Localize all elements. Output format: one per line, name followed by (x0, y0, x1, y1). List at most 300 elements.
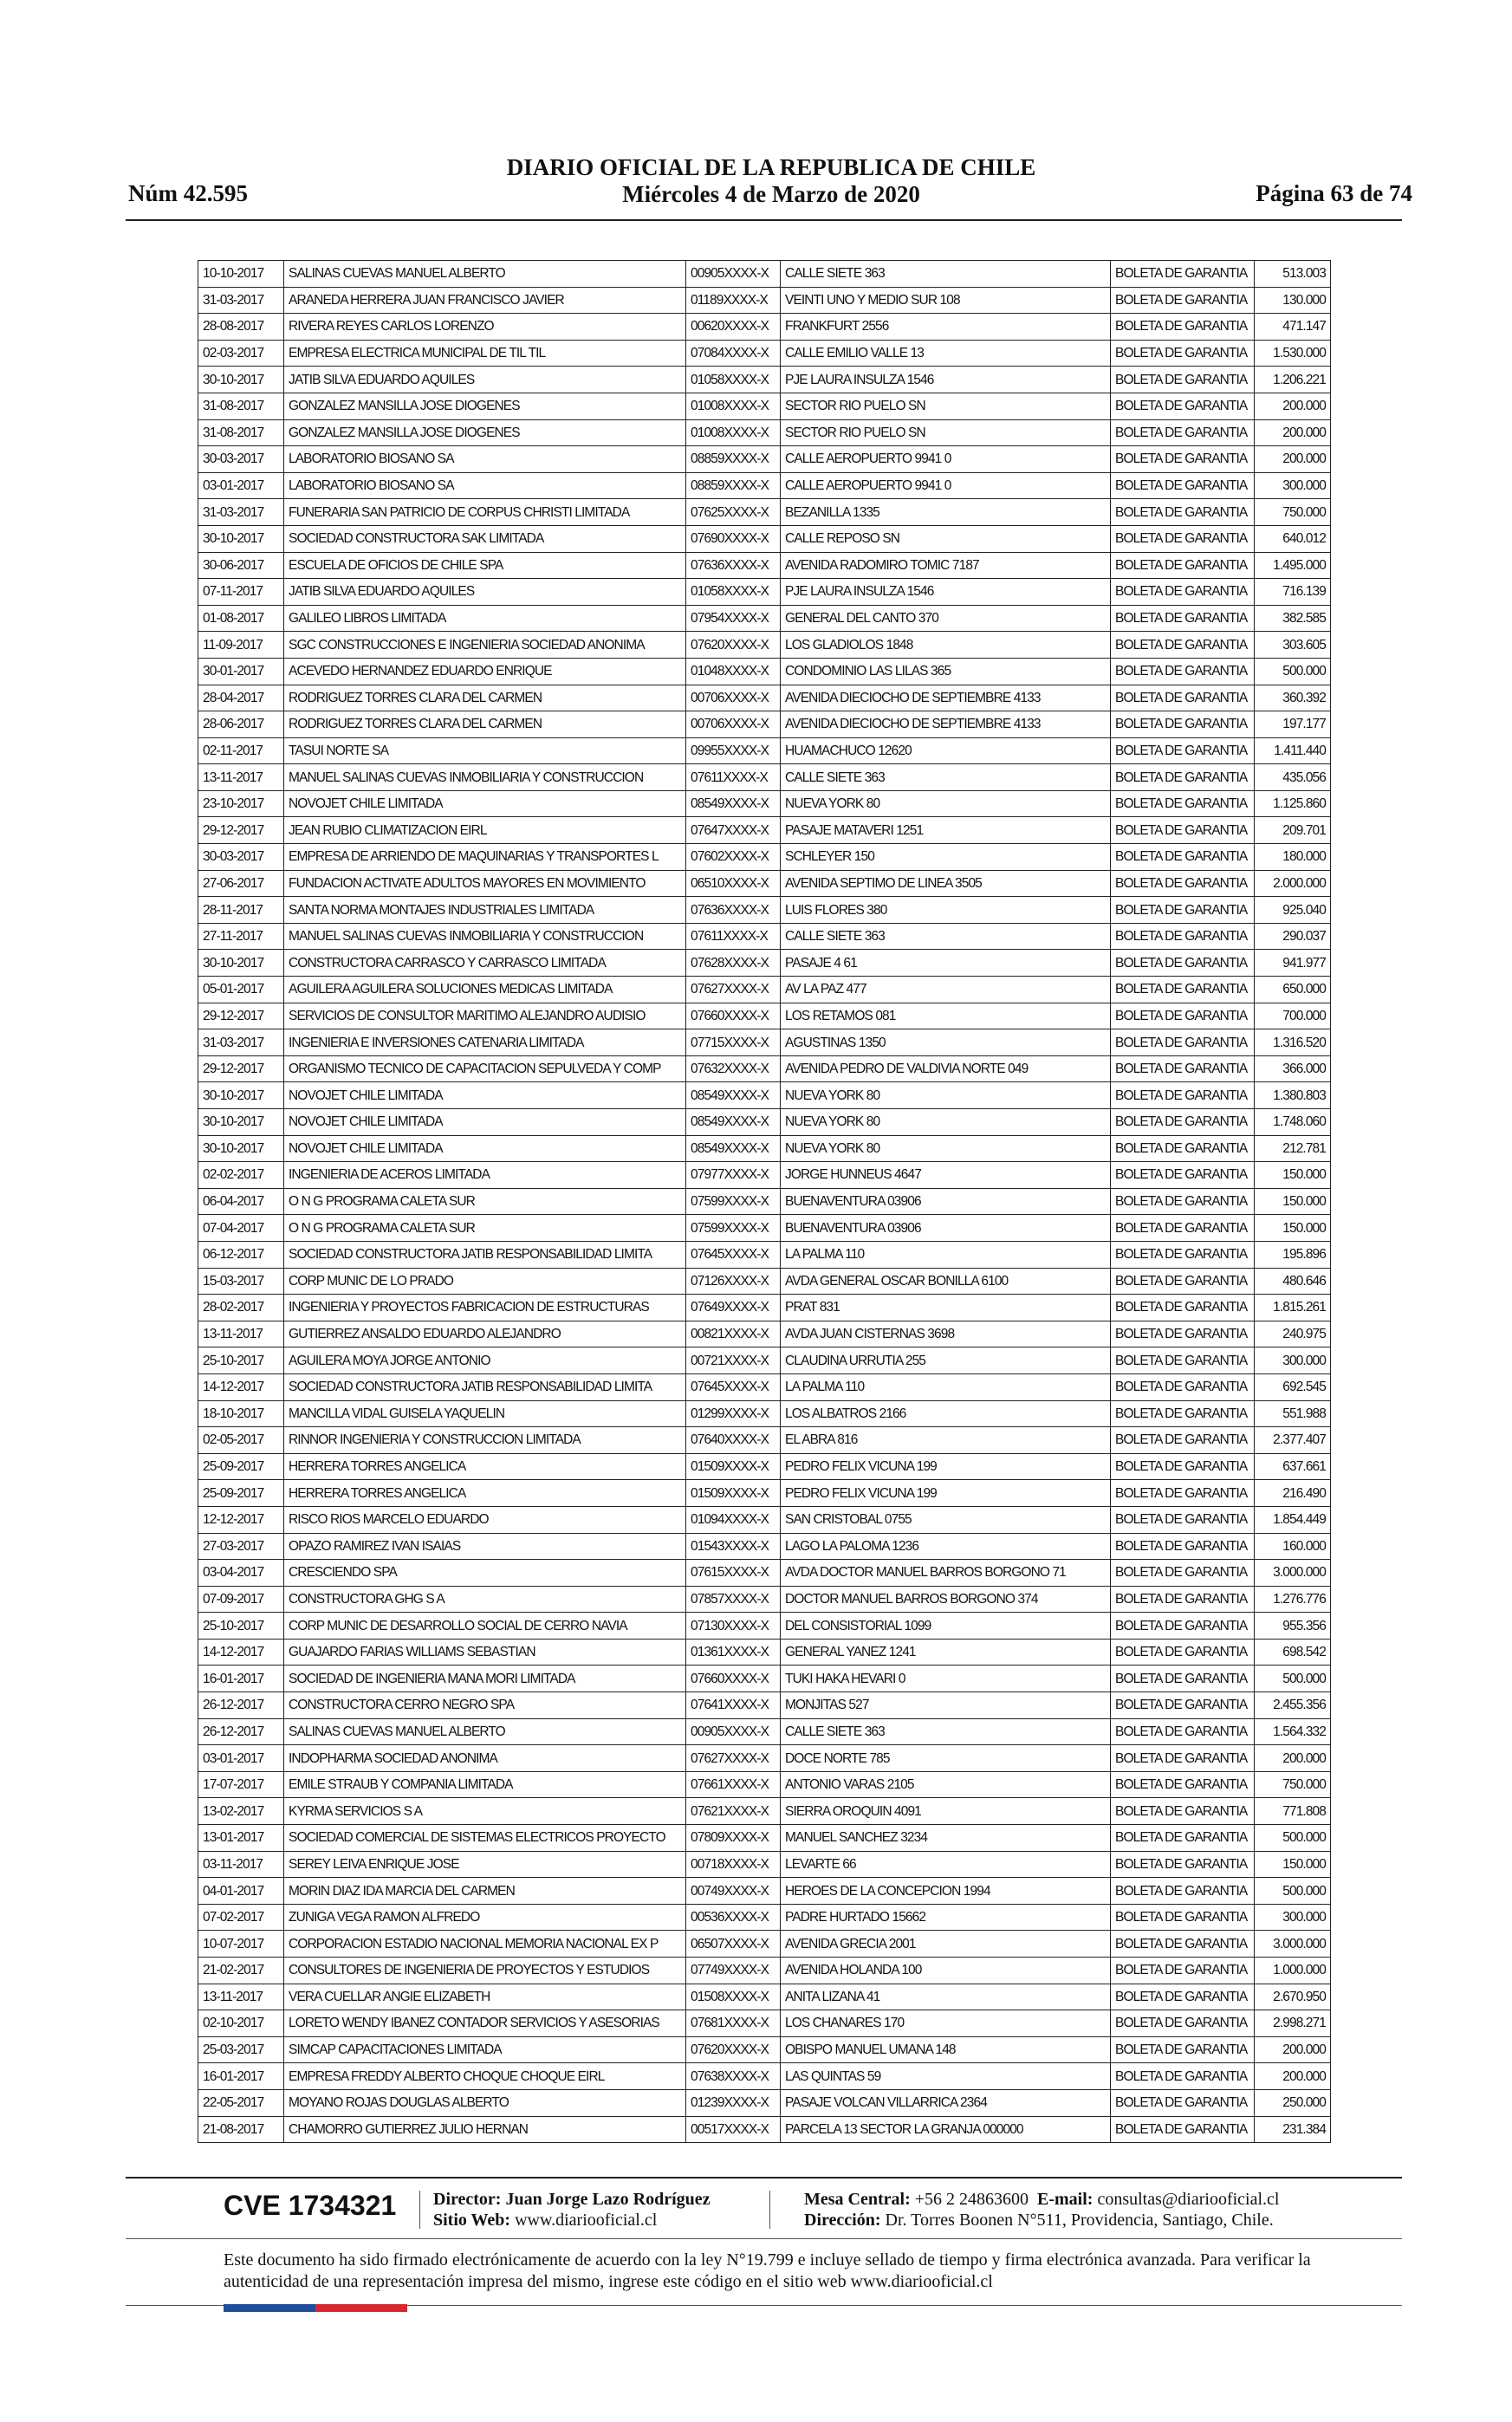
date-cell: 06-04-2017 (198, 1188, 284, 1215)
amount-cell: 300.000 (1255, 472, 1331, 499)
table-row (198, 1241, 1331, 1268)
table-row (198, 261, 1331, 288)
address-cell: DOCTOR MANUEL BARROS BORGONO 374 (781, 1586, 1111, 1613)
amount-cell: 480.646 (1255, 1268, 1331, 1295)
amount-cell: 1.748.060 (1255, 1109, 1331, 1136)
footer-separator (769, 2191, 770, 2229)
date-cell: 10-10-2017 (198, 261, 284, 288)
amount-cell: 1.815.261 (1255, 1295, 1331, 1321)
table-row (198, 419, 1331, 446)
rut-cell: 07660XXXX-X (686, 1666, 781, 1692)
date-cell: 03-01-2017 (198, 472, 284, 499)
name-cell: RISCO RIOS MARCELO EDUARDO (284, 1506, 686, 1533)
rut-cell: 07954XXXX-X (686, 605, 781, 632)
document-type-cell: BOLETA DE GARANTIA (1111, 1560, 1255, 1587)
document-type-cell: BOLETA DE GARANTIA (1111, 764, 1255, 791)
rut-cell: 08859XXXX-X (686, 446, 781, 473)
address-cell: PJE LAURA INSULZA 1546 (781, 579, 1111, 606)
amount-cell: 750.000 (1255, 1771, 1331, 1798)
table-row (198, 367, 1331, 393)
amount-cell: 231.384 (1255, 2116, 1331, 2143)
table-row (198, 552, 1331, 579)
name-cell: RODRIGUEZ TORRES CLARA DEL CARMEN (284, 685, 686, 711)
rut-cell: 07625XXXX-X (686, 499, 781, 526)
table-row (198, 472, 1331, 499)
document-type-cell: BOLETA DE GARANTIA (1111, 1215, 1255, 1242)
date-cell: 31-03-2017 (198, 287, 284, 314)
document-type-cell: BOLETA DE GARANTIA (1111, 711, 1255, 738)
document-type-cell: BOLETA DE GARANTIA (1111, 1480, 1255, 1507)
address-cell: AGUSTINAS 1350 (781, 1029, 1111, 1056)
document-type-cell: BOLETA DE GARANTIA (1111, 844, 1255, 871)
address-cell: LEVARTE 66 (781, 1851, 1111, 1878)
rut-cell: 01509XXXX-X (686, 1480, 781, 1507)
date-cell: 21-08-2017 (198, 2116, 284, 2143)
rut-cell: 00706XXXX-X (686, 685, 781, 711)
address-cell: LOS RETAMOS 081 (781, 1003, 1111, 1029)
amount-cell: 2.000.000 (1255, 870, 1331, 897)
amount-cell: 195.896 (1255, 1241, 1331, 1268)
name-cell: SEREY LEIVA ENRIQUE JOSE (284, 1851, 686, 1878)
table-row (198, 1533, 1331, 1560)
name-cell: GUTIERREZ ANSALDO EDUARDO ALEJANDRO (284, 1321, 686, 1347)
web-label: Sitio Web: (433, 2211, 511, 2230)
date-cell: 29-12-2017 (198, 1003, 284, 1029)
amount-cell: 382.585 (1255, 605, 1331, 632)
address-cell: LOS GLADIOLOS 1848 (781, 632, 1111, 659)
date-cell: 15-03-2017 (198, 1268, 284, 1295)
rut-cell: 01509XXXX-X (686, 1453, 781, 1480)
document-type-cell: BOLETA DE GARANTIA (1111, 2036, 1255, 2063)
address-cell: LAGO LA PALOMA 1236 (781, 1533, 1111, 1560)
amount-cell: 303.605 (1255, 632, 1331, 659)
rut-cell: 01299XXXX-X (686, 1400, 781, 1427)
address-cell: BEZANILLA 1335 (781, 499, 1111, 526)
document-type-cell: BOLETA DE GARANTIA (1111, 1400, 1255, 1427)
date-cell: 26-12-2017 (198, 1692, 284, 1719)
address-cell: SIERRA OROQUIN 4091 (781, 1798, 1111, 1825)
amount-cell: 1.495.000 (1255, 552, 1331, 579)
document-type-cell: BOLETA DE GARANTIA (1111, 2010, 1255, 2037)
address-cell: GENERAL YANEZ 1241 (781, 1639, 1111, 1666)
document-type-cell: BOLETA DE GARANTIA (1111, 525, 1255, 552)
document-type-cell: BOLETA DE GARANTIA (1111, 499, 1255, 526)
rut-cell: 07661XXXX-X (686, 1771, 781, 1798)
document-type-cell: BOLETA DE GARANTIA (1111, 632, 1255, 659)
date-cell: 13-11-2017 (198, 1321, 284, 1347)
flag-stripe (224, 2304, 407, 2312)
address-cell: SECTOR RIO PUELO SN (781, 393, 1111, 419)
address-cell: GENERAL DEL CANTO 370 (781, 605, 1111, 632)
date-cell: 30-06-2017 (198, 552, 284, 579)
rut-cell: 00620XXXX-X (686, 314, 781, 341)
name-cell: MORIN DIAZ IDA MARCIA DEL CARMEN (284, 1878, 686, 1905)
address-cell: PASAJE VOLCAN VILLARRICA 2364 (781, 2089, 1111, 2116)
amount-cell: 1.206.221 (1255, 367, 1331, 393)
header-divider (126, 219, 1402, 221)
amount-cell: 150.000 (1255, 1162, 1331, 1189)
table-row (198, 844, 1331, 871)
amount-cell: 637.661 (1255, 1453, 1331, 1480)
date-cell: 31-03-2017 (198, 1029, 284, 1056)
footer-divider-top (126, 2177, 1402, 2179)
date-cell: 25-03-2017 (198, 2036, 284, 2063)
address-cell: LUIS FLORES 380 (781, 897, 1111, 924)
date-cell: 07-02-2017 (198, 1904, 284, 1931)
rut-cell: 07628XXXX-X (686, 950, 781, 977)
date-cell: 13-02-2017 (198, 1798, 284, 1825)
amount-cell: 925.040 (1255, 897, 1331, 924)
rut-cell: 00821XXXX-X (686, 1321, 781, 1347)
name-cell: NOVOJET CHILE LIMITADA (284, 1135, 686, 1162)
date-cell: 25-09-2017 (198, 1480, 284, 1507)
document-type-cell: BOLETA DE GARANTIA (1111, 1586, 1255, 1613)
address-cell: NUEVA YORK 80 (781, 790, 1111, 817)
document-type-cell: BOLETA DE GARANTIA (1111, 340, 1255, 367)
name-cell: ARANEDA HERRERA JUAN FRANCISCO JAVIER (284, 287, 686, 314)
mesa-label: Mesa Central: (804, 2190, 911, 2209)
date-cell: 14-12-2017 (198, 1373, 284, 1400)
name-cell: MANCILLA VIDAL GUISELA YAQUELIN (284, 1400, 686, 1427)
address-cell: AVENIDA GRECIA 2001 (781, 1931, 1111, 1958)
table-row (198, 1215, 1331, 1242)
name-cell: VERA CUELLAR ANGIE ELIZABETH (284, 1984, 686, 2010)
date-cell: 02-10-2017 (198, 2010, 284, 2037)
document-type-cell: BOLETA DE GARANTIA (1111, 1692, 1255, 1719)
name-cell: ESCUELA DE OFICIOS DE CHILE SPA (284, 552, 686, 579)
date-cell: 28-06-2017 (198, 711, 284, 738)
page-indicator: Página 63 de 74 (1256, 180, 1412, 206)
address-cell: SCHLEYER 150 (781, 844, 1111, 871)
table-row (198, 314, 1331, 341)
table-row (198, 1639, 1331, 1666)
name-cell: NOVOJET CHILE LIMITADA (284, 1082, 686, 1109)
address-cell: HUAMACHUCO 12620 (781, 737, 1111, 764)
name-cell: INGENIERIA E INVERSIONES CATENARIA LIMITADA (284, 1029, 686, 1056)
amount-cell: 1.000.000 (1255, 1958, 1331, 1984)
table-row (198, 1427, 1331, 1454)
table-row (198, 340, 1331, 367)
document-type-cell: BOLETA DE GARANTIA (1111, 393, 1255, 419)
address-cell: LOS ALBATROS 2166 (781, 1400, 1111, 1427)
date-cell: 30-10-2017 (198, 525, 284, 552)
address-cell: DEL CONSISTORIAL 1099 (781, 1613, 1111, 1640)
amount-cell: 1.411.440 (1255, 737, 1331, 764)
table-row (198, 632, 1331, 659)
date-cell: 02-11-2017 (198, 737, 284, 764)
amount-cell: 366.000 (1255, 1055, 1331, 1082)
rut-cell: 01094XXXX-X (686, 1506, 781, 1533)
contact-info (804, 2189, 1279, 2230)
rut-cell: 07602XXXX-X (686, 844, 781, 871)
table-row (198, 1851, 1331, 1878)
amount-cell: 716.139 (1255, 579, 1331, 606)
table-row (198, 1506, 1331, 1533)
date-cell: 16-01-2017 (198, 2063, 284, 2090)
name-cell: AGUILERA AGUILERA SOLUCIONES MEDICAS LIMITADA (284, 977, 686, 1003)
document-type-cell: BOLETA DE GARANTIA (1111, 1135, 1255, 1162)
document-type-cell: BOLETA DE GARANTIA (1111, 923, 1255, 950)
document-type-cell: BOLETA DE GARANTIA (1111, 419, 1255, 446)
rut-cell: 07611XXXX-X (686, 923, 781, 950)
name-cell: GALILEO LIBROS LIMITADA (284, 605, 686, 632)
rut-cell: 07627XXXX-X (686, 977, 781, 1003)
footer-divider-middle (126, 2238, 1402, 2239)
name-cell: MANUEL SALINAS CUEVAS INMOBILIARIA Y CONSTRUCCION (284, 923, 686, 950)
email-link[interactable]: consultas@diariooficial.cl (1097, 2190, 1280, 2209)
amount-cell: 200.000 (1255, 419, 1331, 446)
amount-cell: 200.000 (1255, 1745, 1331, 1772)
amount-cell: 150.000 (1255, 1851, 1331, 1878)
address-cell: AVDA JUAN CISTERNAS 3698 (781, 1321, 1111, 1347)
flag-stripe-red (315, 2304, 407, 2312)
table-row (198, 1825, 1331, 1852)
amount-cell: 692.545 (1255, 1373, 1331, 1400)
name-cell: MANUEL SALINAS CUEVAS INMOBILIARIA Y CONSTRUCCION (284, 764, 686, 791)
document-type-cell: BOLETA DE GARANTIA (1111, 1533, 1255, 1560)
name-cell: SOCIEDAD CONSTRUCTORA JATIB RESPONSABILIDAD LIMITA (284, 1241, 686, 1268)
address-cell: AVENIDA DIECIOCHO DE SEPTIEMBRE 4133 (781, 711, 1111, 738)
document-type-cell: BOLETA DE GARANTIA (1111, 2116, 1255, 2143)
rut-cell: 00517XXXX-X (686, 2116, 781, 2143)
document-type-cell: BOLETA DE GARANTIA (1111, 1188, 1255, 1215)
address-cell: AVDA DOCTOR MANUEL BARROS BORGONO 71 (781, 1560, 1111, 1587)
rut-cell: 07636XXXX-X (686, 897, 781, 924)
date-cell: 25-09-2017 (198, 1453, 284, 1480)
date-cell: 31-08-2017 (198, 393, 284, 419)
amount-cell: 698.542 (1255, 1639, 1331, 1666)
document-type-cell: BOLETA DE GARANTIA (1111, 1268, 1255, 1295)
amount-cell: 200.000 (1255, 2063, 1331, 2090)
address-cell: AVENIDA HOLANDA 100 (781, 1958, 1111, 1984)
name-cell: GONZALEZ MANSILLA JOSE DIOGENES (284, 419, 686, 446)
address-cell: VEINTI UNO Y MEDIO SUR 108 (781, 287, 1111, 314)
address-cell: PRAT 831 (781, 1295, 1111, 1321)
amount-cell: 200.000 (1255, 2036, 1331, 2063)
document-type-cell: BOLETA DE GARANTIA (1111, 1453, 1255, 1480)
amount-cell: 1.125.860 (1255, 790, 1331, 817)
rut-cell: 00721XXXX-X (686, 1347, 781, 1374)
rut-cell: 07645XXXX-X (686, 1241, 781, 1268)
date-cell: 27-03-2017 (198, 1533, 284, 1560)
rut-cell: 07641XXXX-X (686, 1692, 781, 1719)
rut-cell: 07084XXXX-X (686, 340, 781, 367)
name-cell: HERRERA TORRES ANGELICA (284, 1480, 686, 1507)
name-cell: CONSTRUCTORA CARRASCO Y CARRASCO LIMITADA (284, 950, 686, 977)
amount-cell: 1.564.332 (1255, 1718, 1331, 1745)
web-link[interactable]: www.diariooficial.cl (515, 2211, 658, 2230)
rut-cell: 07681XXXX-X (686, 2010, 781, 2037)
name-cell: SOCIEDAD DE INGENIERIA MANA MORI LIMITADA (284, 1666, 686, 1692)
table-row (198, 2116, 1331, 2143)
name-cell: FUNDACION ACTIVATE ADULTOS MAYORES EN MOVIMIENTO (284, 870, 686, 897)
amount-cell: 300.000 (1255, 1904, 1331, 1931)
address-cell: HEROES DE LA CONCEPCION 1994 (781, 1878, 1111, 1905)
amount-cell: 130.000 (1255, 287, 1331, 314)
amount-cell: 551.988 (1255, 1400, 1331, 1427)
address-cell: MONJITAS 527 (781, 1692, 1111, 1719)
rut-cell: 01543XXXX-X (686, 1533, 781, 1560)
address-cell: LA PALMA 110 (781, 1241, 1111, 1268)
amount-cell: 212.781 (1255, 1135, 1331, 1162)
name-cell: FUNERARIA SAN PATRICIO DE CORPUS CHRISTI LIMITADA (284, 499, 686, 526)
rut-cell: 07660XXXX-X (686, 1003, 781, 1029)
address-cell: ANITA LIZANA 41 (781, 1984, 1111, 2010)
name-cell: ZUNIGA VEGA RAMON ALFREDO (284, 1904, 686, 1931)
rut-cell: 07715XXXX-X (686, 1029, 781, 1056)
rut-cell: 01189XXXX-X (686, 287, 781, 314)
table-row (198, 764, 1331, 791)
publication-date: Miércoles 4 de Marzo de 2020 (622, 181, 920, 207)
name-cell: SOCIEDAD CONSTRUCTORA SAK LIMITADA (284, 525, 686, 552)
amount-cell: 360.392 (1255, 685, 1331, 711)
amount-cell: 640.012 (1255, 525, 1331, 552)
table-row (198, 897, 1331, 924)
date-cell: 28-11-2017 (198, 897, 284, 924)
rut-cell: 07621XXXX-X (686, 1798, 781, 1825)
document-type-cell: BOLETA DE GARANTIA (1111, 1082, 1255, 1109)
amount-cell: 290.037 (1255, 923, 1331, 950)
name-cell: SANTA NORMA MONTAJES INDUSTRIALES LIMITADA (284, 897, 686, 924)
amount-cell: 197.177 (1255, 711, 1331, 738)
address-cell: NUEVA YORK 80 (781, 1082, 1111, 1109)
amount-cell: 300.000 (1255, 1347, 1331, 1374)
address-cell: DOCE NORTE 785 (781, 1745, 1111, 1772)
name-cell: AGUILERA MOYA JORGE ANTONIO (284, 1347, 686, 1374)
address-cell: CALLE SIETE 363 (781, 1718, 1111, 1745)
document-type-cell: BOLETA DE GARANTIA (1111, 1373, 1255, 1400)
document-type-cell: BOLETA DE GARANTIA (1111, 977, 1255, 1003)
rut-cell: 08549XXXX-X (686, 790, 781, 817)
document-type-cell: BOLETA DE GARANTIA (1111, 685, 1255, 711)
table-row (198, 1373, 1331, 1400)
table-row (198, 817, 1331, 844)
address-cell: CALLE REPOSO SN (781, 525, 1111, 552)
amount-cell: 3.000.000 (1255, 1931, 1331, 1958)
address-cell: OBISPO MANUEL UMANA 148 (781, 2036, 1111, 2063)
date-cell: 30-10-2017 (198, 367, 284, 393)
name-cell: CONSTRUCTORA CERRO NEGRO SPA (284, 1692, 686, 1719)
table-row (198, 1188, 1331, 1215)
table-row (198, 525, 1331, 552)
rut-cell: 08549XXXX-X (686, 1109, 781, 1136)
table-row (198, 1480, 1331, 1507)
name-cell: SALINAS CUEVAS MANUEL ALBERTO (284, 1718, 686, 1745)
address-cell: FRANKFURT 2556 (781, 314, 1111, 341)
name-cell: CORPORACION ESTADIO NACIONAL MEMORIA NACIONAL EX P (284, 1931, 686, 1958)
amount-cell: 160.000 (1255, 1533, 1331, 1560)
rut-cell: 07620XXXX-X (686, 2036, 781, 2063)
table-row (198, 579, 1331, 606)
rut-cell: 00749XXXX-X (686, 1878, 781, 1905)
name-cell: SGC CONSTRUCCIONES E INGENIERIA SOCIEDAD ANONIMA (284, 632, 686, 659)
date-cell: 13-11-2017 (198, 1984, 284, 2010)
rut-cell: 01048XXXX-X (686, 658, 781, 685)
name-cell: CORP MUNIC DE LO PRADO (284, 1268, 686, 1295)
amount-cell: 150.000 (1255, 1215, 1331, 1242)
address-cell: AVENIDA SEPTIMO DE LINEA 3505 (781, 870, 1111, 897)
rut-cell: 07640XXXX-X (686, 1427, 781, 1454)
date-cell: 21-02-2017 (198, 1958, 284, 1984)
address-cell: ANTONIO VARAS 2105 (781, 1771, 1111, 1798)
amount-cell: 180.000 (1255, 844, 1331, 871)
table-row (198, 977, 1331, 1003)
rut-cell: 00905XXXX-X (686, 261, 781, 288)
name-cell: INDOPHARMA SOCIEDAD ANONIMA (284, 1745, 686, 1772)
table-row (198, 923, 1331, 950)
amount-cell: 500.000 (1255, 1878, 1331, 1905)
document-type-cell: BOLETA DE GARANTIA (1111, 446, 1255, 473)
table-row (198, 2010, 1331, 2037)
table-row (198, 1109, 1331, 1136)
date-cell: 02-02-2017 (198, 1162, 284, 1189)
address-cell: AVENIDA DIECIOCHO DE SEPTIEMBRE 4133 (781, 685, 1111, 711)
rut-cell: 08549XXXX-X (686, 1135, 781, 1162)
table-row (198, 2089, 1331, 2116)
amount-cell: 240.975 (1255, 1321, 1331, 1347)
rut-cell: 07632XXXX-X (686, 1055, 781, 1082)
name-cell: RIVERA REYES CARLOS LORENZO (284, 314, 686, 341)
rut-cell: 08859XXXX-X (686, 472, 781, 499)
document-type-cell: BOLETA DE GARANTIA (1111, 1878, 1255, 1905)
table-row (198, 1718, 1331, 1745)
document-type-cell: BOLETA DE GARANTIA (1111, 1798, 1255, 1825)
name-cell: HERRERA TORRES ANGELICA (284, 1453, 686, 1480)
name-cell: RODRIGUEZ TORRES CLARA DEL CARMEN (284, 711, 686, 738)
address-value: Dr. Torres Boonen N°511, Providencia, Santiago, Chile. (885, 2211, 1274, 2230)
table-row (198, 499, 1331, 526)
amount-cell: 941.977 (1255, 950, 1331, 977)
document-type-cell: BOLETA DE GARANTIA (1111, 261, 1255, 288)
document-type-cell: BOLETA DE GARANTIA (1111, 552, 1255, 579)
address-cell: EL ABRA 816 (781, 1427, 1111, 1454)
date-cell: 07-04-2017 (198, 1215, 284, 1242)
address-cell: CALLE SIETE 363 (781, 923, 1111, 950)
name-cell: LABORATORIO BIOSANO SA (284, 472, 686, 499)
amount-cell: 3.000.000 (1255, 1560, 1331, 1587)
rut-cell: 00905XXXX-X (686, 1718, 781, 1745)
amount-cell: 250.000 (1255, 2089, 1331, 2116)
document-type-cell: BOLETA DE GARANTIA (1111, 314, 1255, 341)
date-cell: 13-11-2017 (198, 764, 284, 791)
date-cell: 02-03-2017 (198, 340, 284, 367)
date-cell: 03-11-2017 (198, 1851, 284, 1878)
document-type-cell: BOLETA DE GARANTIA (1111, 817, 1255, 844)
document-type-cell: BOLETA DE GARANTIA (1111, 1745, 1255, 1772)
document-type-cell: BOLETA DE GARANTIA (1111, 1295, 1255, 1321)
document-type-cell: BOLETA DE GARANTIA (1111, 287, 1255, 314)
date-cell: 26-12-2017 (198, 1718, 284, 1745)
amount-cell: 700.000 (1255, 1003, 1331, 1029)
name-cell: EMILE STRAUB Y COMPANIA LIMITADA (284, 1771, 686, 1798)
address-cell: PEDRO FELIX VICUNA 199 (781, 1480, 1111, 1507)
publication-header (485, 154, 1057, 208)
director-name: Juan Jorge Lazo Rodríguez (505, 2190, 711, 2209)
table-row (198, 1931, 1331, 1958)
address-cell: BUENAVENTURA 03906 (781, 1215, 1111, 1242)
document-type-cell: BOLETA DE GARANTIA (1111, 950, 1255, 977)
table-row (198, 1003, 1331, 1029)
guarantee-table-body (198, 261, 1331, 2143)
date-cell: 10-07-2017 (198, 1931, 284, 1958)
date-cell: 06-12-2017 (198, 1241, 284, 1268)
document-type-cell: BOLETA DE GARANTIA (1111, 579, 1255, 606)
rut-cell: 01239XXXX-X (686, 2089, 781, 2116)
amount-cell: 1.530.000 (1255, 340, 1331, 367)
address-cell: CONDOMINIO LAS LILAS 365 (781, 658, 1111, 685)
name-cell: EMPRESA DE ARRIENDO DE MAQUINARIAS Y TRANSPORTES L (284, 844, 686, 871)
document-type-cell: BOLETA DE GARANTIA (1111, 1055, 1255, 1082)
